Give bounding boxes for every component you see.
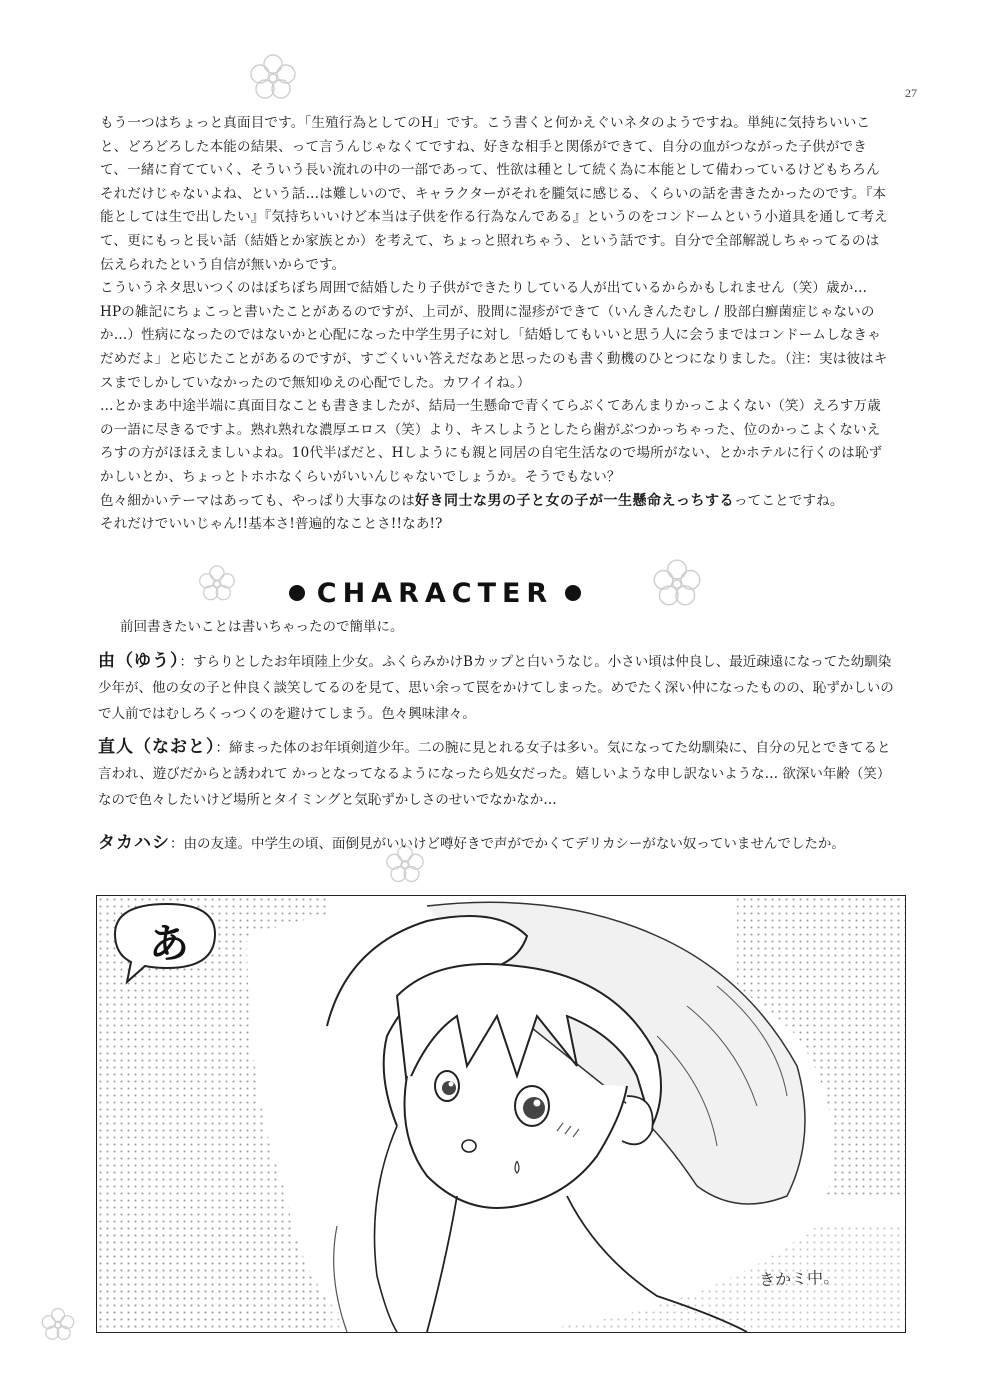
section-title: CHARACTER [316,577,554,609]
flower-decoration-icon [195,562,239,606]
essay-paragraph: こういうネタ思いつくのはぼちぼち周囲で結婚したり子供ができたりしている人が出ているからかもしれません（笑）歳か… [100,280,868,297]
section-heading [255,576,615,610]
essay-closing: それだけでいいじゃん!!基本さ!普遍的なことさ!!なあ!? [100,516,443,533]
bullet-dot-icon [565,585,581,601]
bullet-dot-icon [289,585,305,601]
character-entry [98,734,898,813]
character-entry [98,830,898,857]
essay-theme-line [100,490,890,514]
essay-paragraph: HPの雑記にちょこっと書いたことがあるのですが、上司が、股間に湿疹ができて（いんきんたむし / 股部白癬菌症じゃないのか…）性病になったのではないかと心配になった中学生男子に対し「結婚してもいいと思う人に会うまではコンドームしなきゃだめだよ」と応じたことがあるのですが、すごくいい答えだなあと思ったのも書く動機のひとつになりました。（注：実は彼はキスまでしかしていなかったので無知ゆえの心配でした。カワイイね。） [100,303,888,391]
character-name: タカハシ [98,833,170,853]
character-description: ：締まった体のお年頃剣道少年。二の腕に見とれる女子は多い。気になってた幼馴染に、自分の兄とできてると言われ、遊びだからと誘われて かっとなってなるようになったら処女だった。嬉しいような申し訳ないような… 欲深い年齢（笑）なので色々したいけど場所とタイミングと気恥ずかしさのせいでなかなか… [98,740,891,808]
page-number: 27 [905,86,917,100]
theme-text: 色々細かいテーマはあっても、やっぱり大事なのは [100,492,415,509]
theme-highlight: 好き同士な男の子と女の子が一生懸命えっちする [414,492,734,509]
flower-decoration-icon [648,555,706,613]
character-intro: 前回書きたいことは書いちゃったので簡単に。 [120,619,404,635]
speech-bubble-text: あ [149,921,189,967]
essay-paragraph: もう一つはちょっと真面目です。「生殖行為としてのH」です。こう書くと何かえぐいネタのようですね。単純に気持ちいいこと、どろどろした本能の結果、って言うんじゃなくてですね、好きな相手と関係ができて、自分の血がつながった子供ができて、一緒に育てていく、そういう長い流れの中の一部であって、性欲は種として続く為に本能として備わっているけどもちろんそれだけじゃないよね、という話…は難しいので、キャラクターがそれを朧気に感じる、くらいの話を書きたかったのです。『本能としては生で出したい』『気持ちいいけど本当は子供を作る行為なんである』というのをコンドームという小道具を通して考えて、更にもっと長い話（結婚とか家族とか）を考えて、ちょっと照れちゃう、という話です。自分で全部解説しちゃってるのは伝えられたという自信が無いからです。 [100,115,888,273]
character-entry [98,648,898,727]
theme-text-end: ってことですね。 [733,492,844,509]
artist-signature: きかミ中。 [758,1267,840,1290]
flower-decoration-icon [38,1305,78,1345]
essay-body [100,112,890,537]
character-name: 由（ゆう） [98,651,180,671]
illustration-panel [96,895,906,1333]
flower-decoration-icon [245,50,301,106]
character-name: 直人（なおと） [98,737,216,757]
character-description: ：由の友達。中学生の頃、面倒見がいいけど噂好きで声がでかくてデリカシーがない奴っていませんでしたか。 [170,836,845,852]
character-description: ：すらりとしたお年頃陸上少女。ふくらみかけBカップと白いうなじ。小さい頃は仲良し、最近疎遠になってた幼馴染少年が、他の女の子と仲良く談笑してるのを見て、思い余って罠をかけてしまった。めでたく深い仲になったものの、恥ずかしいので人前ではむしろくっつくのを避けてしまう。色々興味津々。 [98,654,894,722]
essay-paragraph: …とかまあ中途半端に真面目なことも書きましたが、結局一生懸命で青くてらぶくてあんまりかっこよくない（笑）えろす万歳の一語に尽きるですよ。熟れ熟れな濃厚エロス（笑）より、キスしようとしたら歯がぶつかっちゃった、位のかっこよくないえろすの方がほほえましいよね。10代半ばだと、Hしようにも親と同居の自宅生活なので場所がない、とかホテルに行くのは恥ずかしいとか、ちょっとトホホなくらいがいいんじゃないでしょうか。そうでもない？ [100,398,883,485]
